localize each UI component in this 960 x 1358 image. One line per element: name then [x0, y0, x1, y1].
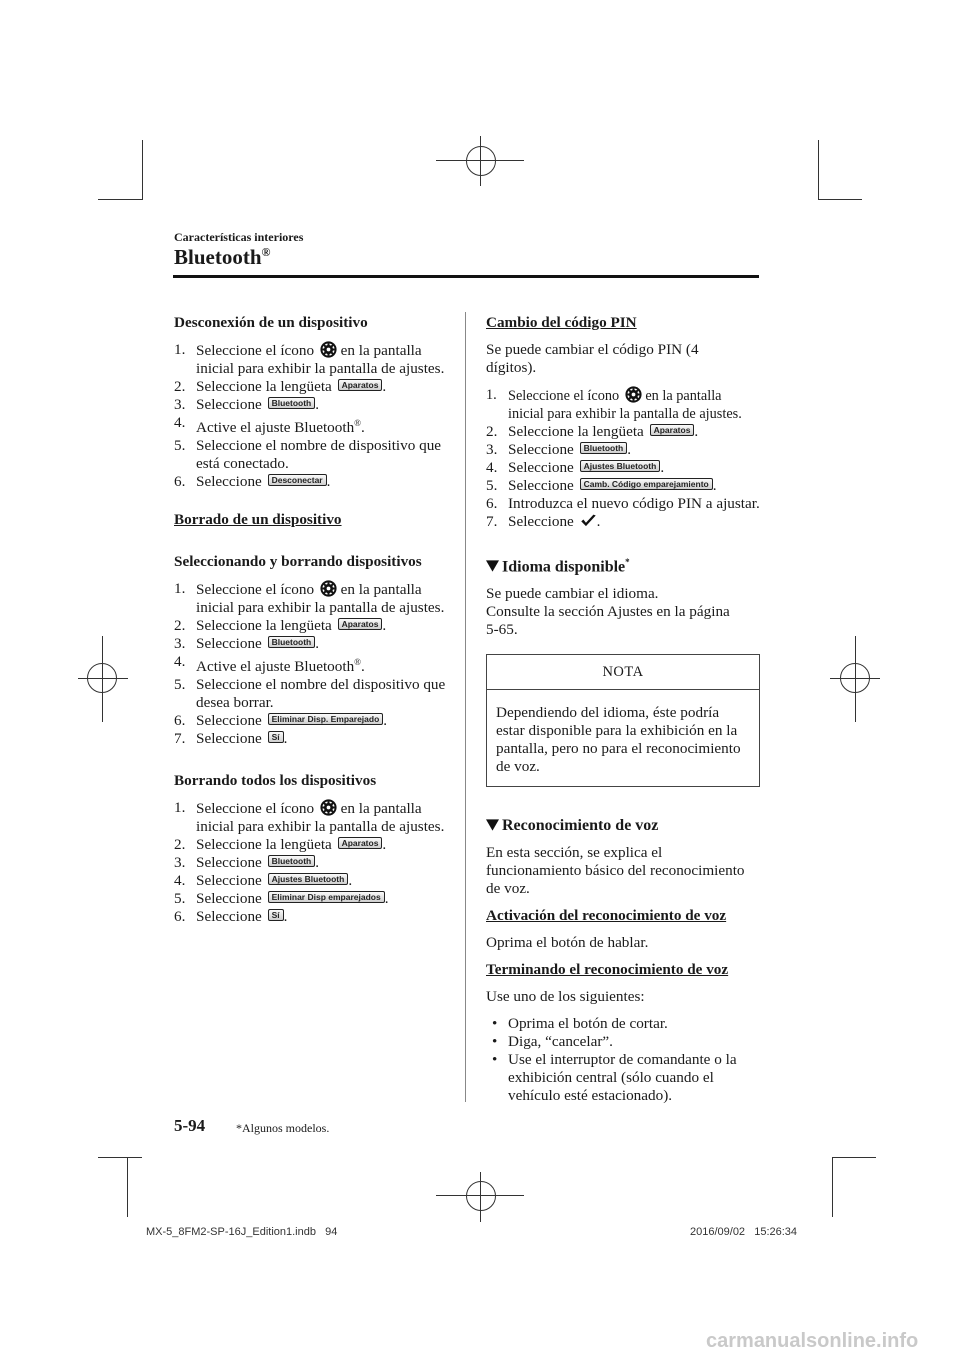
step: 3. Seleccione Bluetooth .: [486, 441, 632, 458]
voz-intro: En esta sección, se explica el funcionamiento básico del reconocimiento de voz.: [486, 844, 745, 898]
idioma-text-2: Consulte la sección Ajustes en la página 5-65.: [486, 603, 730, 639]
triangle-down-icon: [486, 560, 499, 572]
aparatos-button[interactable]: Aparatos: [338, 618, 383, 630]
heading-idioma: Idioma disponible*: [486, 553, 760, 576]
step: 2. Seleccione la lengüeta Aparatos .: [486, 423, 699, 440]
step: 1. Seleccione el ícono en la pantalla inicial para exhibir la pantalla de ajustes.: [486, 387, 742, 422]
step: 2. Seleccione la lengüeta Aparatos .: [174, 617, 387, 634]
triangle-down-icon: [486, 819, 499, 831]
eliminar-disp-emparejado-button[interactable]: Eliminar Disp. Emparejado: [268, 713, 384, 725]
step: 6. Seleccione Sí .: [174, 908, 288, 925]
eliminar-disp-emparejados-button[interactable]: Eliminar Disp emparejados: [268, 891, 385, 903]
camb-codigo-emparejamiento-button[interactable]: Camb. Código emparejamiento: [580, 478, 713, 490]
ajustes-bluetooth-button[interactable]: Ajustes Bluetooth: [580, 460, 661, 472]
step: 5. Seleccione Eliminar Disp emparejados .: [174, 890, 389, 907]
step: 2. Seleccione la lengüeta Aparatos .: [174, 836, 387, 853]
step: 4. Seleccione Ajustes Bluetooth .: [486, 459, 665, 476]
list-item: • Oprima el botón de cortar.: [492, 1015, 668, 1033]
gear-icon: [320, 580, 337, 597]
steps-pin: [486, 386, 760, 531]
step: 2. Seleccione la lengüeta Aparatos .: [174, 378, 387, 395]
heading-disconnect: Desconexión de un dispositivo: [174, 314, 368, 331]
heading-voz: Reconocimiento de voz: [486, 817, 760, 835]
step: 3. Seleccione Bluetooth .: [174, 396, 320, 413]
page-title-text: Bluetooth: [174, 245, 262, 269]
list-item: • Use el interruptor de comandante o la exhibición central (sólo cuando el vehículo esté estacionado).: [492, 1051, 737, 1105]
step: 7. Seleccione .: [486, 513, 601, 530]
heading-activacion: Activación del reconocimiento de voz: [486, 907, 727, 925]
header-rule: [173, 275, 759, 278]
terminando-text: Use uno de los siguientes:: [486, 988, 645, 1006]
footnote: *Algunos modelos.: [236, 1121, 330, 1135]
file-name: MX-5_8FM2-SP-16J_Edition1.indb 94: [146, 1226, 338, 1238]
steps-disconnect: [174, 341, 449, 491]
step: 6. Seleccione Eliminar Disp. Emparejado .: [174, 712, 388, 729]
step: 4. Seleccione Ajustes Bluetooth .: [174, 872, 353, 889]
aparatos-button[interactable]: Aparatos: [338, 837, 383, 849]
checkmark-icon[interactable]: [580, 514, 597, 528]
list-item: • Diga, “cancelar”.: [492, 1033, 613, 1051]
step: 3. Seleccione Bluetooth .: [174, 854, 320, 871]
column-divider: [465, 312, 466, 1102]
print-datetime: 2016/09/02 15:26:34: [690, 1226, 798, 1238]
step: 4. Active el ajuste Bluetooth®.: [174, 653, 365, 675]
bluetooth-button[interactable]: Bluetooth: [580, 442, 628, 454]
gear-icon: [625, 386, 642, 403]
desconectar-button[interactable]: Desconectar: [268, 474, 327, 486]
step: 6. Seleccione Desconectar .: [174, 473, 331, 490]
step: 1. Seleccione el ícono en la pantalla inicial para exhibir la pantalla de ajustes.: [174, 341, 445, 377]
pin-intro: Se puede cambiar el código PIN (4 dígitos).: [486, 341, 699, 376]
steps-delete-all: [174, 799, 449, 926]
right-column: [486, 314, 760, 1105]
note-box: [486, 654, 760, 787]
step: 5. Seleccione Camb. Código emparejamiento .: [486, 477, 717, 494]
registered-mark: ®: [261, 245, 271, 259]
bluetooth-button[interactable]: Bluetooth: [268, 636, 316, 648]
si-button[interactable]: Sí: [268, 731, 284, 743]
gear-icon: [320, 799, 337, 816]
heading-delete-all: Borrando todos los dispositivos: [174, 772, 377, 789]
step: 1. Seleccione el ícono en la pantalla inicial para exhibir la pantalla de ajustes.: [174, 580, 445, 616]
watermark: carmanualsonline.info: [706, 1330, 919, 1352]
step: 5. Seleccione el nombre de dispositivo que está conectado.: [174, 437, 442, 472]
bluetooth-button[interactable]: Bluetooth: [268, 397, 316, 409]
aparatos-button[interactable]: Aparatos: [650, 424, 695, 436]
heading-pin: Cambio del código PIN: [486, 314, 637, 331]
aparatos-button[interactable]: Aparatos: [338, 379, 383, 391]
page-number: 5-94: [174, 1116, 206, 1135]
step: 5. Seleccione el nombre del dispositivo que desea borrar.: [174, 676, 446, 711]
heading-delete-device: Borrado de un dispositivo: [174, 511, 342, 528]
step: 3. Seleccione Bluetooth .: [174, 635, 320, 652]
step: 1. Seleccione el ícono en la pantalla inicial para exhibir la pantalla de ajustes.: [174, 799, 445, 835]
heading-select-delete: Seleccionando y borrando dispositivos: [174, 553, 422, 570]
note-title: NOTA: [487, 655, 759, 690]
activacion-text: Oprima el botón de hablar.: [486, 934, 649, 952]
note-body: Dependiendo del idioma, éste podría estar disponible para la exhibición en la pantalla, pero no para el reconocimiento de voz.: [496, 704, 741, 776]
heading-terminando: Terminando el reconocimiento de voz: [486, 961, 729, 979]
gear-icon: [320, 341, 337, 358]
bluetooth-button[interactable]: Bluetooth: [268, 855, 316, 867]
idioma-text-1: Se puede cambiar el idioma.: [486, 585, 659, 603]
left-column: [174, 314, 449, 926]
page-title: [174, 245, 270, 270]
si-button[interactable]: Sí: [268, 909, 284, 921]
ajustes-bluetooth-button[interactable]: Ajustes Bluetooth: [268, 873, 349, 885]
steps-select-delete: [174, 580, 449, 748]
section-label: Características interiores: [174, 230, 304, 244]
step: 4. Active el ajuste Bluetooth®.: [174, 414, 365, 436]
terminando-list: [486, 1015, 760, 1105]
step: 7. Seleccione Sí .: [174, 730, 288, 747]
step: 6. Introduzca el nuevo código PIN a ajustar.: [486, 495, 760, 512]
